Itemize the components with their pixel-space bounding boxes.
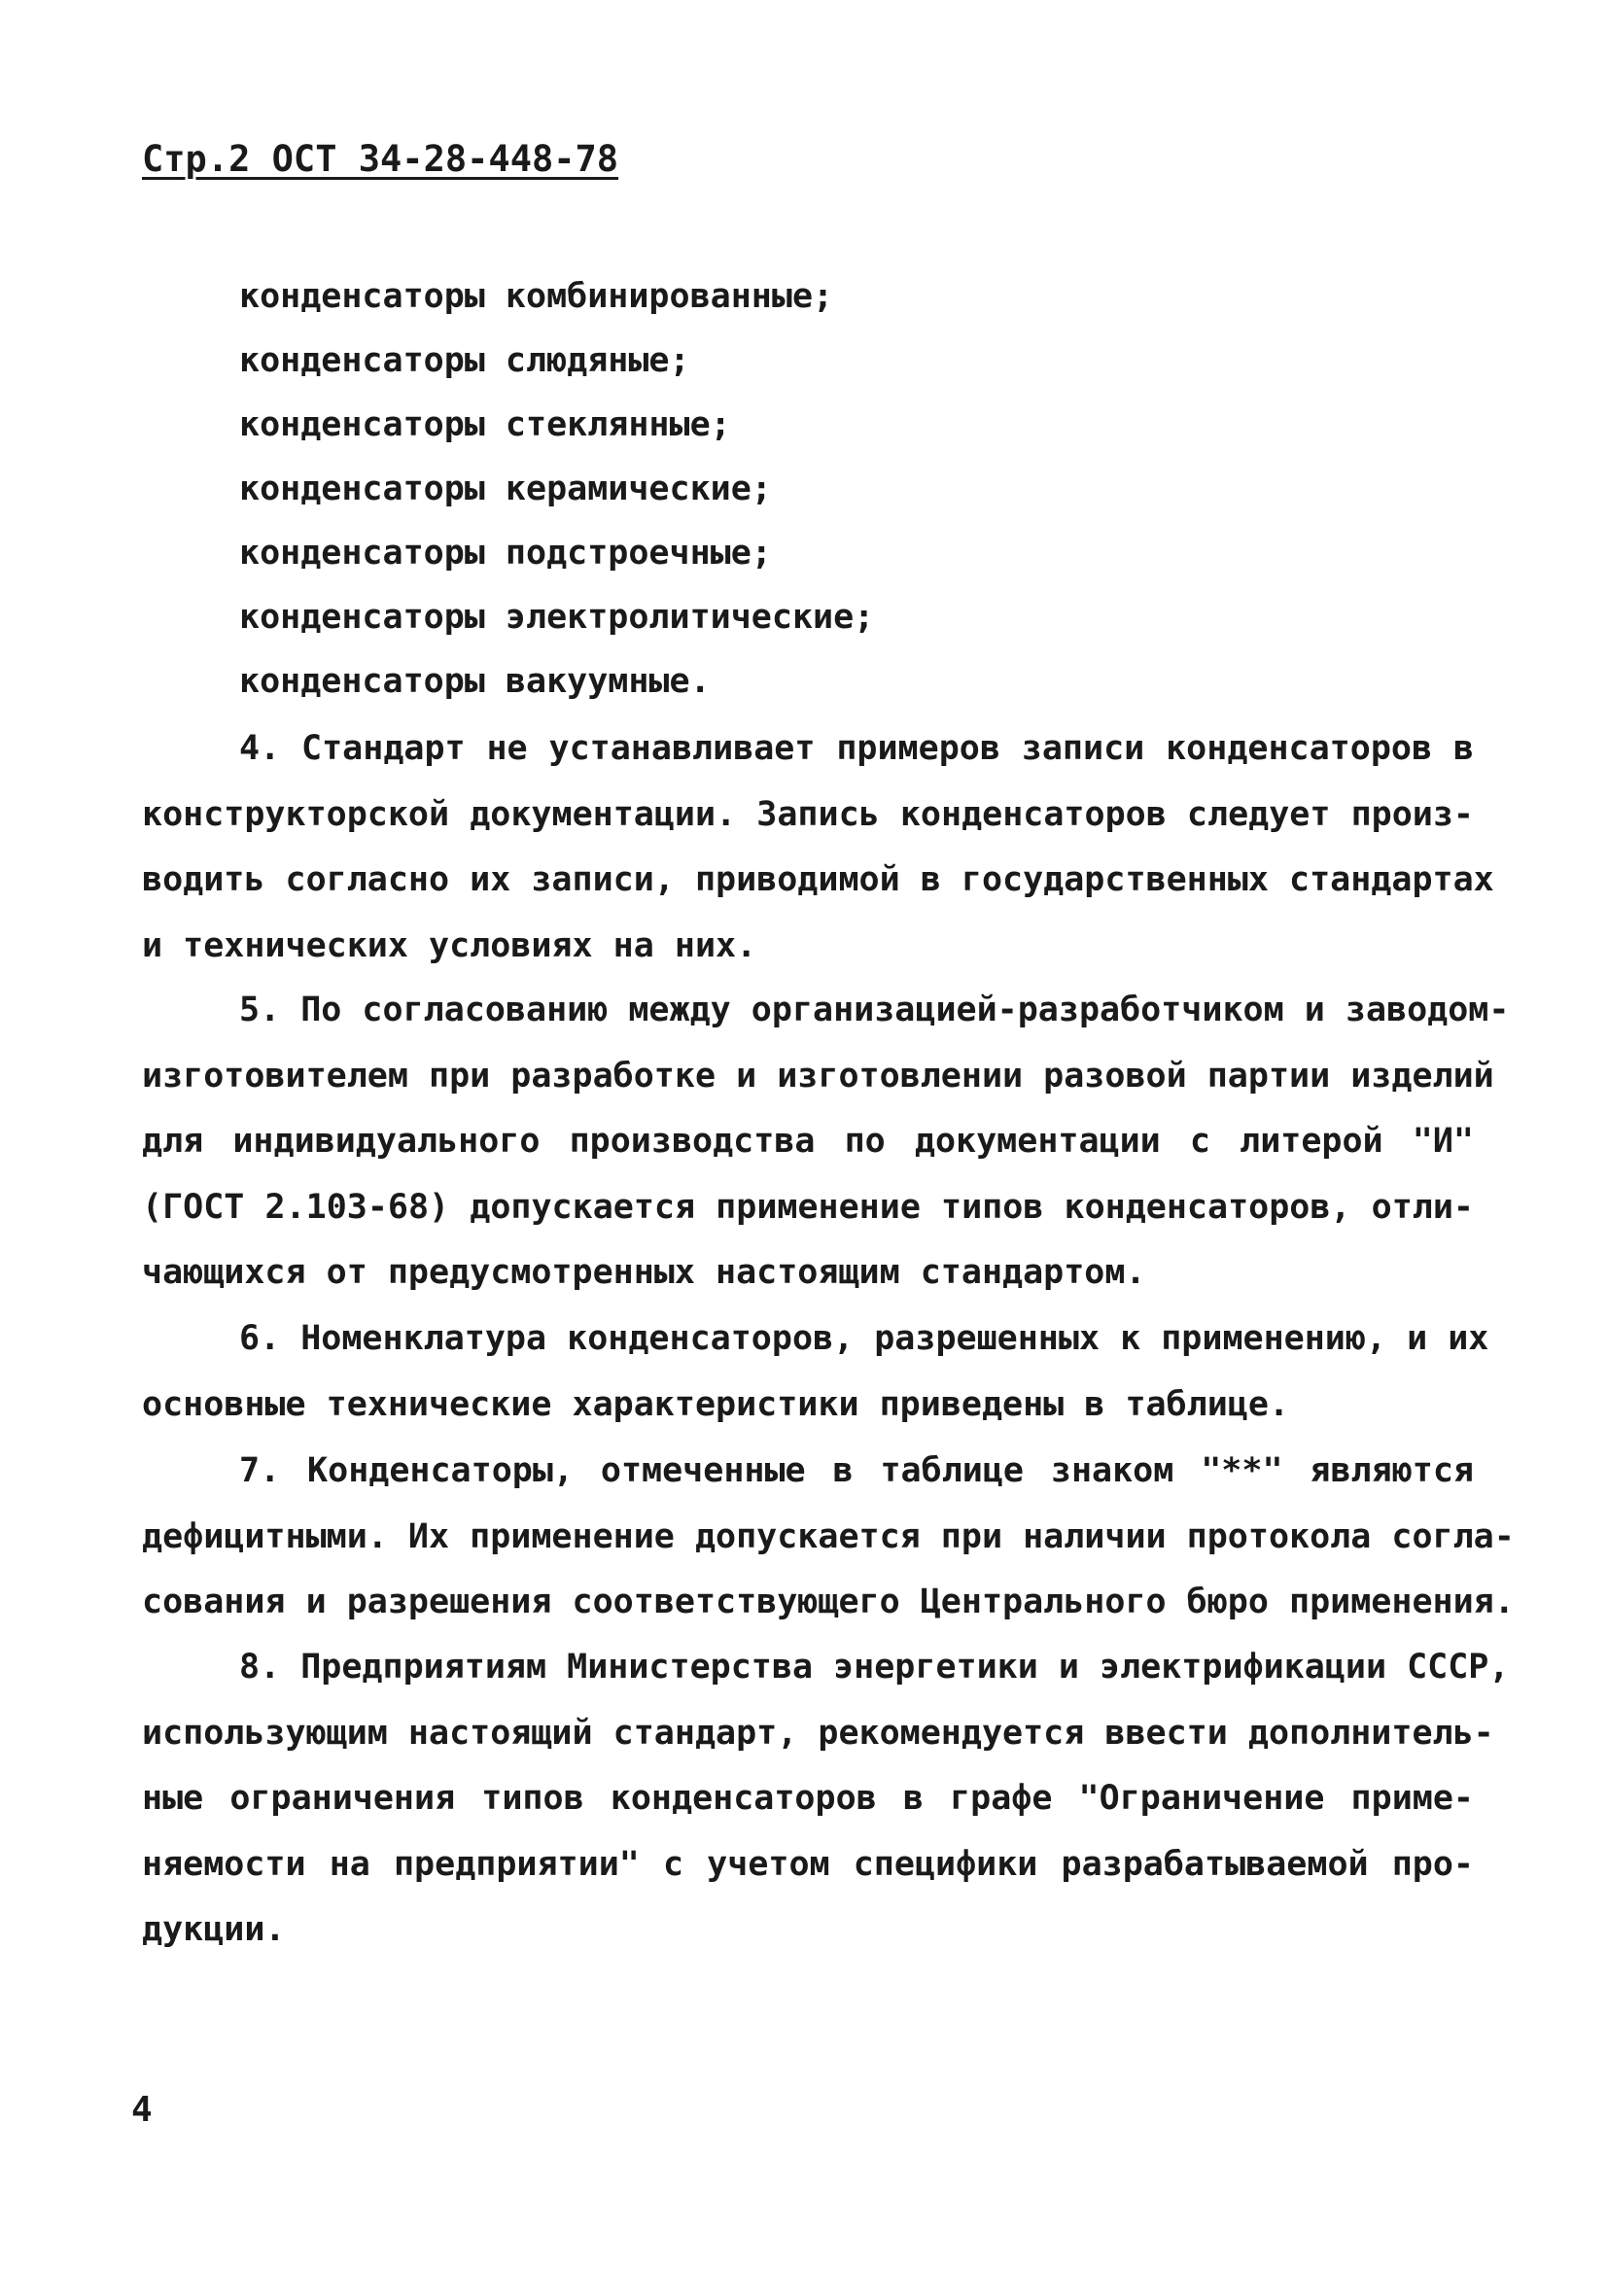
paragraph-line: ные ограничения типов конденсаторов в графе "Ограничение приме- bbox=[142, 1779, 1474, 1818]
paragraph-line: 6. Номенклатура конденсаторов, разрешенных к применению, и их bbox=[239, 1319, 1489, 1358]
list-item: конденсаторы электролитические; bbox=[239, 598, 875, 637]
paragraph-line: изготовителем при разработке и изготовлении разовой партии изделий bbox=[142, 1056, 1494, 1096]
paragraph-8 bbox=[142, 1635, 1510, 1964]
paragraph-line: 4. Стандарт не устанавливает примеров записи конденсаторов в bbox=[239, 729, 1474, 768]
paragraph-line: дефицитными. Их применение допускается при наличии протокола согла- bbox=[142, 1516, 1515, 1556]
paragraph-4 bbox=[142, 716, 1494, 979]
list-item: конденсаторы комбинированные; bbox=[239, 277, 834, 316]
page-header: Стр.2 ОСТ 34-28-448-78 bbox=[142, 138, 619, 180]
paragraph-line: 7. Конденсаторы, отмеченные в таблице знаком "**" являются bbox=[239, 1451, 1474, 1490]
paragraph-line: и технических условиях на них. bbox=[142, 925, 757, 965]
paragraph-line: основные технические характеристики приведены в таблице. bbox=[142, 1384, 1290, 1424]
paragraph-6 bbox=[142, 1306, 1489, 1438]
page-number: 4 bbox=[131, 2090, 153, 2130]
capacitor-type-list bbox=[239, 264, 874, 713]
paragraph-5 bbox=[142, 978, 1510, 1306]
paragraph-7 bbox=[142, 1439, 1515, 1636]
paragraph-line: конструкторской документации. Запись конденсаторов следует произ- bbox=[142, 794, 1474, 834]
paragraph-line: 5. По согласованию между организацией-разработчиком и заводом- bbox=[239, 991, 1510, 1029]
paragraph-line: (ГОСТ 2.103-68) допускается применение типов конденсаторов, отли- bbox=[142, 1187, 1474, 1227]
list-item: конденсаторы вакуумные. bbox=[239, 662, 711, 701]
list-item: конденсаторы стеклянные; bbox=[239, 405, 731, 444]
list-item: конденсаторы керамические; bbox=[239, 470, 772, 508]
paragraph-line: сования и разрешения соответствующего Центрального бюро применения. bbox=[142, 1583, 1515, 1621]
list-item: конденсаторы подстроечные; bbox=[239, 534, 772, 573]
paragraph-line: водить согласно их записи, приводимой в государственных стандартах bbox=[142, 860, 1494, 899]
paragraph-line: 8. Предприятиям Министерства энергетики и электрификации СССР, bbox=[239, 1648, 1510, 1687]
list-item: конденсаторы слюдяные; bbox=[239, 341, 690, 380]
paragraph-line: дукции. bbox=[142, 1910, 286, 1949]
paragraph-line: использующим настоящий стандарт, рекомендуется ввести дополнитель- bbox=[142, 1713, 1494, 1753]
paragraph-line: для индивидуального производства по документации с литерой "И" bbox=[142, 1122, 1474, 1161]
paragraph-line: няемости на предприятии" с учетом специфики разрабатываемой про- bbox=[142, 1844, 1474, 1884]
paragraph-line: чающихся от предусмотренных настоящим стандартом. bbox=[142, 1253, 1146, 1292]
